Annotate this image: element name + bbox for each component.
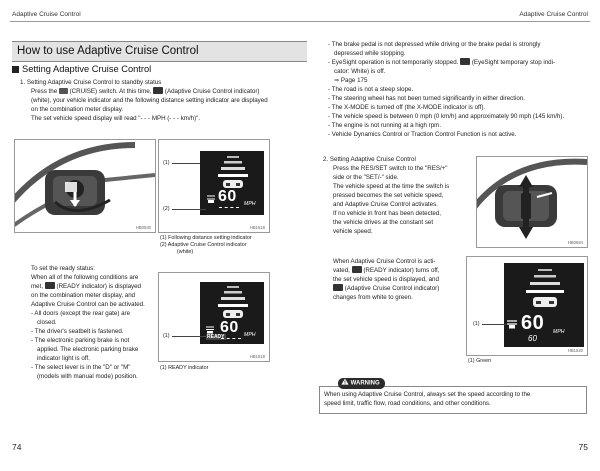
- cond-vdc: - Vehicle Dynamics Control or Traction Control Function is not active.: [328, 131, 517, 138]
- cruise-switch-icon: [59, 88, 68, 94]
- cond-speed: - The vehicle speed is between 0 mph (0 km/h) and approximately 90 mph (145 km/h).: [328, 113, 565, 120]
- warning-title: WARNING: [350, 380, 380, 387]
- cond-eyesight-2: cator: White) is off.: [334, 68, 386, 75]
- ready-indicator: READY: [207, 334, 225, 340]
- figure-code: HB1520: [567, 348, 583, 353]
- cond-lever-1: - The select lever is in the "D" or "M": [31, 364, 131, 371]
- ready-line1: When all of the following conditions are: [31, 274, 139, 281]
- speed-unit: MPH: [553, 329, 565, 335]
- activated-line4: (Adaptive Cruise Control indicator): [333, 284, 439, 293]
- step2-line3: The vehicle speed at the time the switch is: [333, 183, 450, 190]
- acc-indicator-green-icon: [506, 319, 518, 329]
- callout-1-line: [172, 163, 200, 164]
- cond-brake-3: indicator light is off.: [37, 355, 90, 362]
- step2-line7: the vehicle drives at the constant set: [333, 219, 434, 226]
- warning-line1: When using Adaptive Cruise Control, always set the speed according to the: [324, 391, 531, 398]
- callout-1: (1): [163, 160, 170, 166]
- speed-unit: MPH: [244, 332, 256, 338]
- cond-xmode: - The X-MODE is turned off (the X-MODE indicator is off).: [328, 104, 486, 111]
- vehicle-speed-readout: 60: [528, 334, 537, 343]
- speed-unit: MPH: [244, 201, 256, 207]
- step2-heading: 2. Setting Adaptive Cruise Control: [323, 156, 416, 163]
- figure-code: HB0530: [135, 225, 151, 230]
- warning-triangle-icon: [341, 378, 349, 385]
- figure-display-standby: [158, 139, 270, 233]
- cond-brake-pedal-1: - The brake pedal is not depressed while driving or the brake pedal is strongly: [328, 41, 541, 48]
- step2-line6: If no vehicle in front has been detected,: [333, 210, 442, 217]
- speed-readout: 60: [218, 188, 237, 205]
- warning-badge: [338, 378, 385, 389]
- ready-line3: on the combination meter display, and: [31, 292, 136, 299]
- callout-1-line: [482, 324, 506, 325]
- cond-brake-2: applied. The electronic parking brake: [37, 346, 139, 353]
- step1-line1: Press the (CRUISE) switch. At this time, (Adaptive Cruise Control indicator): [31, 88, 260, 95]
- cond-doors: - All doors (except the rear gate) are: [31, 310, 131, 317]
- figure-display-active: [466, 256, 588, 356]
- activated-line2: vated, (READY indicator) turns off,: [333, 267, 440, 274]
- cond-seatbelt: - The driver's seatbelt is fastened.: [31, 328, 124, 335]
- step1-line3: on the combination meter display.: [31, 106, 124, 113]
- eyesight-stop-icon: [460, 58, 470, 65]
- steering-wheel-illustration: [477, 157, 587, 247]
- step2-line5: and Adaptive Cruise Control activates.: [333, 201, 438, 208]
- ready-line2: met, (READY indicator) is displayed: [31, 283, 141, 290]
- acc-indicator-icon: [153, 87, 163, 94]
- step1-line4: The set vehicle speed display will read "- - - MPH (- - - km/h)".: [31, 115, 201, 122]
- callout-1-line: [172, 336, 206, 337]
- ready-indicator-icon: [352, 266, 362, 273]
- running-header-left: Adaptive Cruise Control: [12, 11, 81, 18]
- activated-line3: the set vehicle speed is displayed, and: [333, 276, 439, 283]
- cond-eyesight-1: - EyeSight operation is not temporarily stopped. (EyeSight temporary stop indi-: [328, 59, 556, 66]
- cond-lever-2: (models with manual mode) position.: [37, 373, 138, 380]
- running-header-right: Adaptive Cruise Control: [519, 11, 588, 18]
- set-speed-readout: 60: [521, 312, 545, 334]
- section-bullet-icon: [12, 66, 19, 73]
- figure-code: HB1518: [249, 225, 265, 230]
- cond-slope: - The road is not a steep slope.: [328, 86, 414, 93]
- callout-1: (1): [163, 333, 170, 339]
- page-title: How to use Adaptive Cruise Control: [17, 45, 199, 57]
- figure-display-ready: [158, 272, 270, 362]
- ready-intro: To set the ready status:: [31, 265, 95, 272]
- figure-steering-switch: [14, 139, 156, 233]
- step2-line4: pressed becomes the set vehicle speed,: [333, 192, 444, 199]
- figure-code: HB1519: [249, 354, 265, 359]
- step1-line2: (white), your vehicle indicator and the following distance setting indicator are displayed: [31, 97, 268, 104]
- cond-steering: - The steering wheel has not been turned significantly in either direction.: [328, 95, 525, 102]
- page-title-box: [12, 41, 307, 62]
- activated-line5: changes from white to green.: [333, 294, 413, 301]
- caption-fig2-1: (1) Following distance setting indicator: [160, 235, 252, 241]
- cond-engine: - The engine is not running at a high rpm.: [328, 122, 442, 129]
- set-speed-dashes: [221, 338, 241, 339]
- steering-wheel-illustration: [15, 140, 155, 232]
- caption-fig2-2: (2) Adaptive Cruise Control indicator: [160, 242, 247, 248]
- warning-line2: speed limit, traffic flow, road conditions, and other conditions.: [324, 400, 491, 407]
- header-rule: [10, 21, 590, 22]
- callout-2-line: [172, 209, 206, 210]
- section-heading: Setting Adaptive Cruise Control: [12, 64, 151, 74]
- figure-code: HB0584: [567, 240, 583, 245]
- cond-brake-1: - The electronic parking brake is not: [31, 337, 130, 344]
- ready-indicator-icon: [45, 282, 55, 289]
- acc-indicator-icon: [333, 284, 343, 291]
- page-number-right: 75: [578, 442, 588, 452]
- callout-2: (2): [163, 206, 170, 212]
- speed-readout: 60: [220, 319, 239, 336]
- cond-brake-pedal-2: depressed while stopping.: [334, 50, 406, 57]
- page-reference-link[interactable]: ⇒ Page 175: [334, 77, 368, 84]
- step2-line2: side or the "SET/-" side.: [333, 174, 399, 181]
- page-number-left: 74: [12, 442, 22, 452]
- step2-line8: vehicle speed.: [333, 228, 373, 235]
- step2-line1: Press the RES/SET switch to the "RES/+": [333, 165, 448, 172]
- figure-res-set-switch: [476, 156, 588, 248]
- cond-doors-2: closed.: [37, 319, 57, 326]
- activated-line1: When Adaptive Cruise Control is acti-: [333, 258, 436, 265]
- set-speed-dashes: [219, 207, 239, 208]
- caption-fig3: (1) READY indicator: [160, 365, 209, 371]
- callout-1: (1): [473, 321, 480, 327]
- step1-heading: 1. Setting Adaptive Cruise Control to standby status: [20, 79, 162, 86]
- acc-indicator-white-icon: [205, 326, 215, 334]
- ready-line4: Adaptive Cruise Control can be activated.: [31, 301, 145, 308]
- caption-fig2-3: (white): [177, 249, 194, 255]
- caption-fig5: (1) Green: [468, 358, 492, 364]
- acc-indicator-white-icon: [206, 194, 216, 204]
